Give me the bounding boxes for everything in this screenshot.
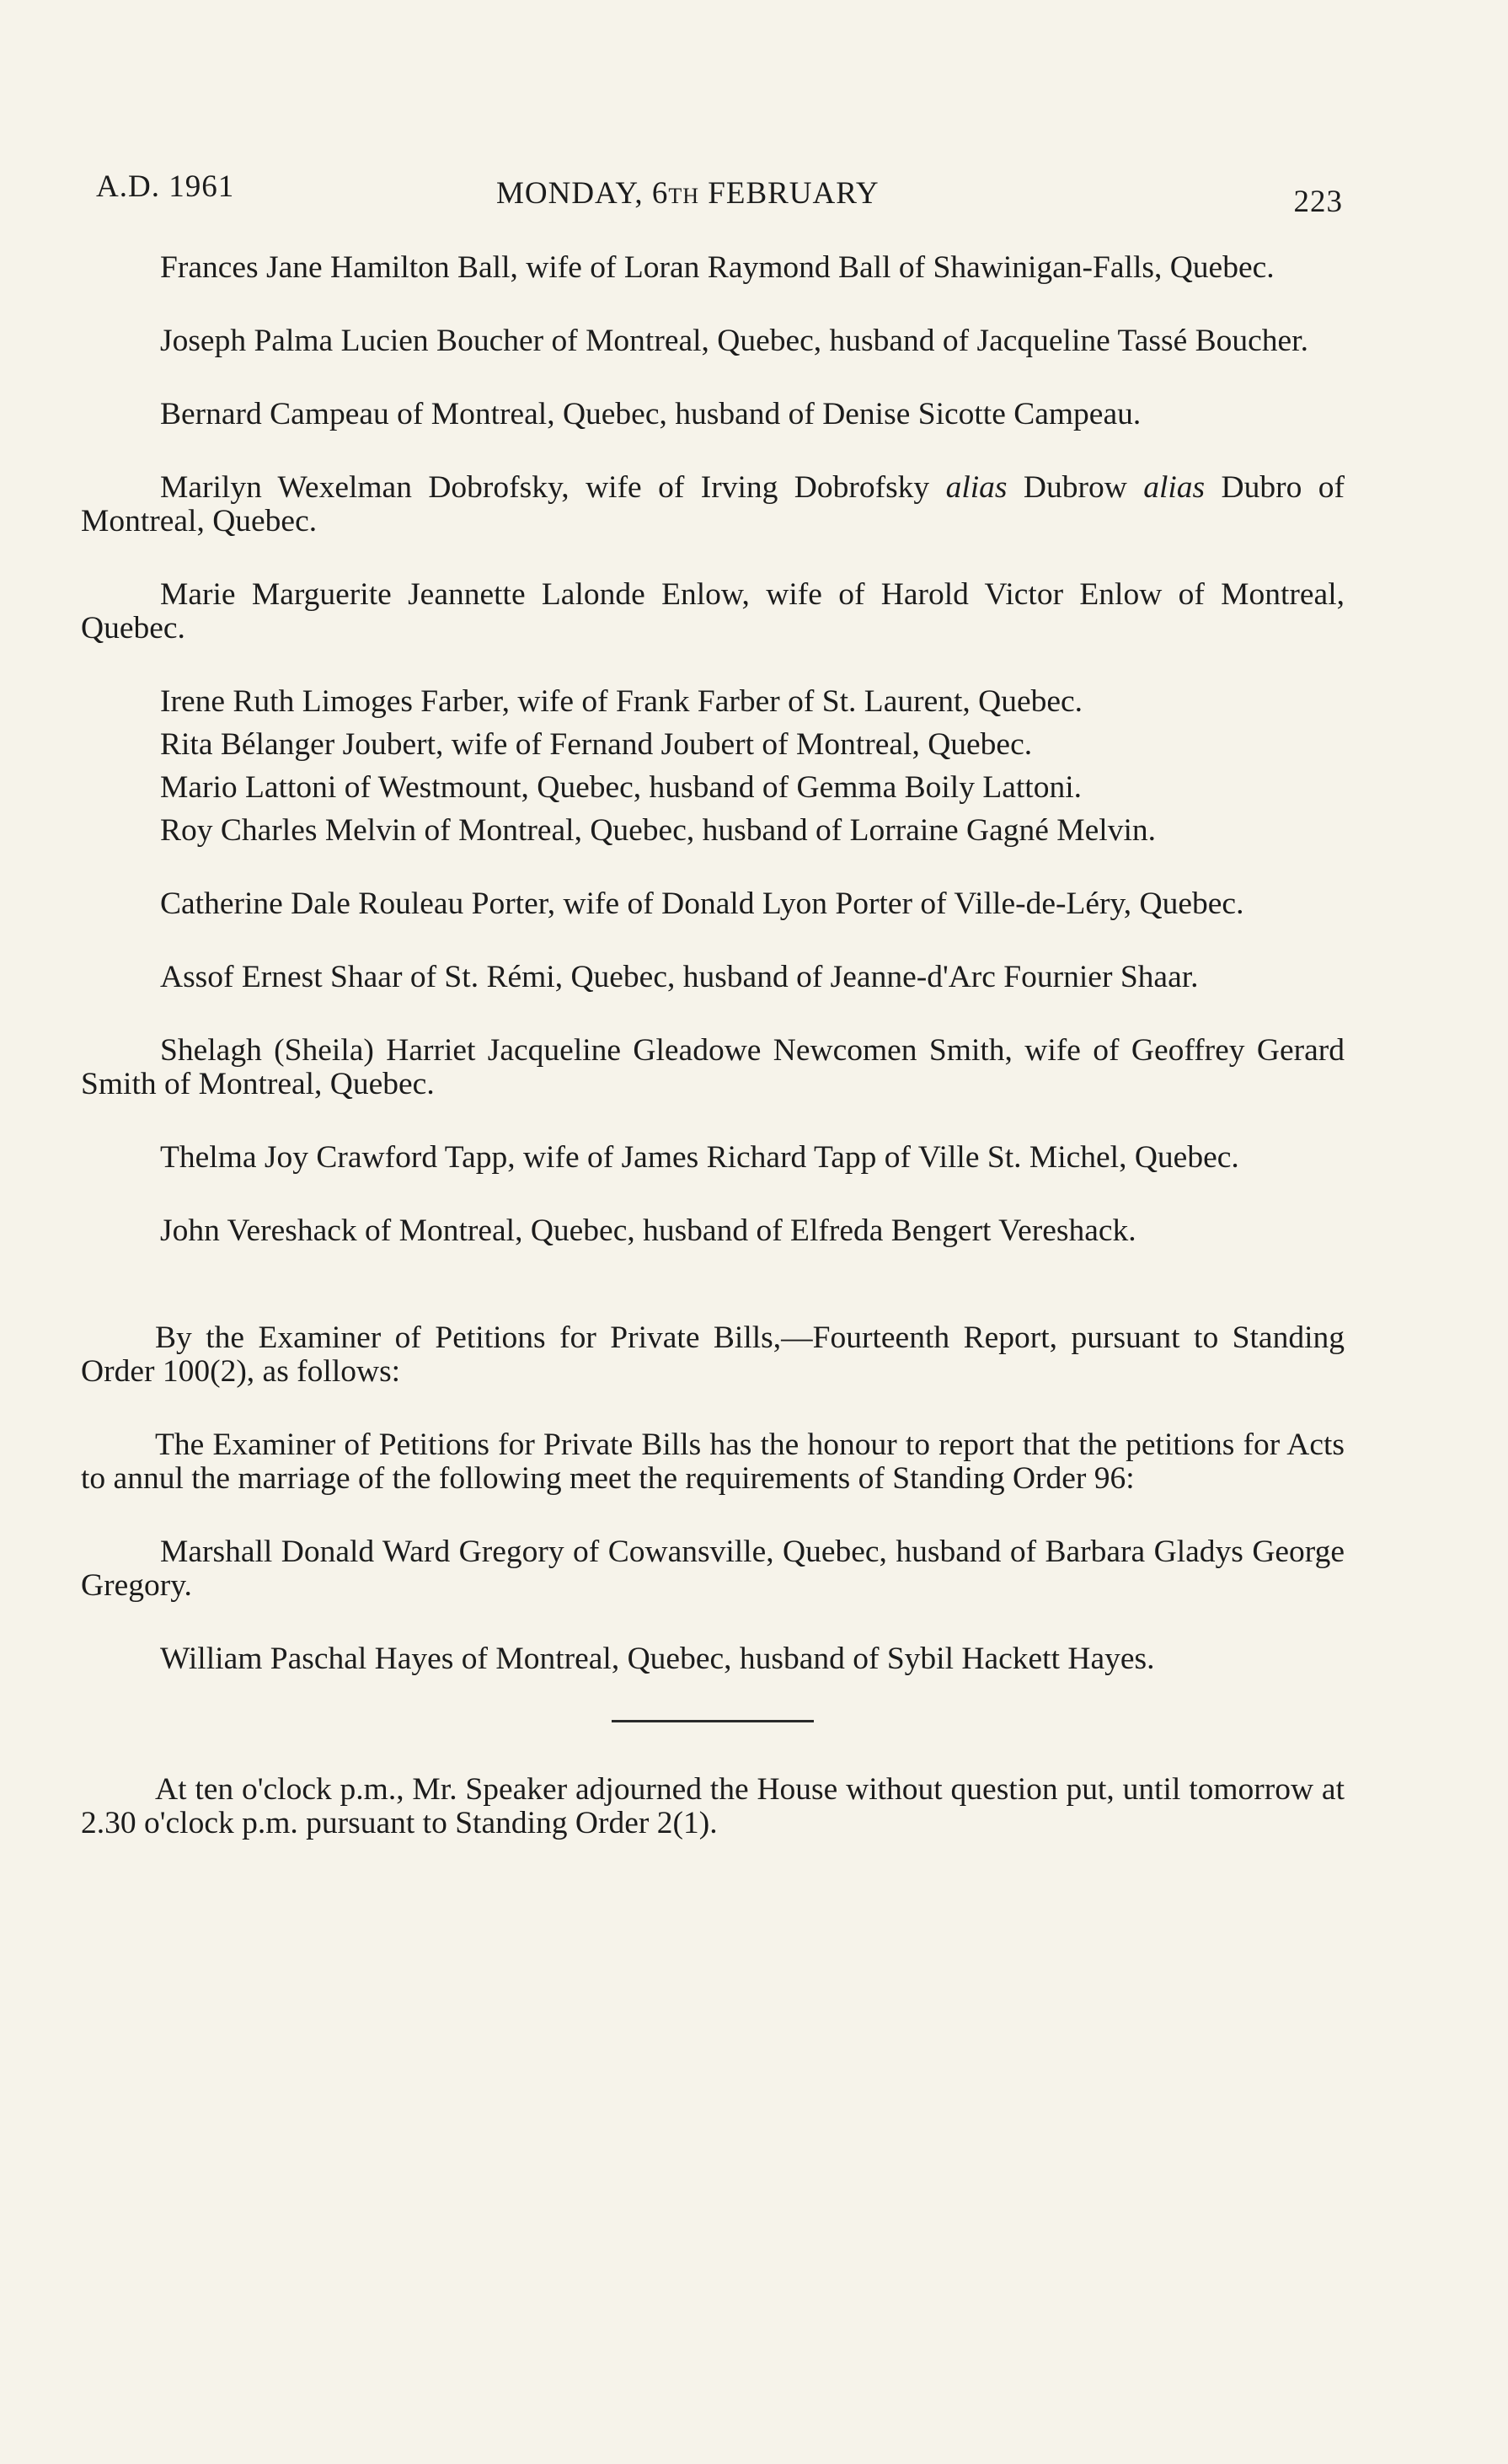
examiner-intro: By the Examiner of Petitions for Private Bills,—Fourteenth Report, pursuant to Standing Order 100(2), as follows: [81, 1320, 1345, 1389]
petition-entry: Joseph Palma Lucien Boucher of Montreal, Quebec, husband of Jacqueline Tassé Boucher. [160, 324, 1308, 358]
page-body [81, 251, 1345, 1880]
petition-entry: Bernard Campeau of Montreal, Quebec, husband of Denise Sicotte Campeau. [160, 397, 1142, 431]
alias-italic: alias [1143, 470, 1206, 505]
entry-text: Marilyn Wexelman Dobrofsky, wife of Irving Dobrofsky [160, 470, 946, 505]
petition-entry: John Vereshack of Montreal, Quebec, husband of Elfreda Bengert Vereshack. [160, 1213, 1136, 1248]
page-header [96, 169, 1343, 219]
petition-entry: Marshall Donald Ward Gregory of Cowansville, Quebec, husband of Barbara Gladys George Gregory. [81, 1535, 1345, 1603]
section-gap [81, 1288, 1345, 1321]
petition-entry: Roy Charles Melvin of Montreal, Quebec, husband of Lorraine Gagné Melvin. [160, 813, 1156, 848]
petition-entry: Catherine Dale Rouleau Porter, wife of Donald Lyon Porter of Ville-de-Léry, Quebec. [160, 887, 1244, 921]
petition-entry [81, 471, 1345, 538]
page-number: 223 [1293, 185, 1343, 219]
petition-entry: Mario Lattoni of Westmount, Quebec, husband of Gemma Boily Lattoni. [160, 770, 1083, 805]
petition-entry: Frances Jane Hamilton Ball, wife of Loran Raymond Ball of Shawinigan-Falls, Quebec. [160, 250, 1275, 285]
examiner-report: The Examiner of Petitions for Private Bills has the honour to report that the petitions for Acts to annul the marriage of the following meet the requirements of Standing Order 96: [81, 1428, 1345, 1496]
header-date-prefix: MONDAY, 6 [496, 176, 669, 211]
entry-text: Dubro of Montreal, Quebec. [81, 470, 1345, 538]
petition-entry: William Paschal Hayes of Montreal, Quebec, husband of Sybil Hackett Hayes. [160, 1642, 1155, 1676]
header-date-month: FEBRUARY [699, 176, 880, 211]
petition-entry: Assof Ernest Shaar of St. Rémi, Quebec, husband of Jeanne-d'Arc Fournier Shaar. [160, 960, 1199, 994]
petition-entry: Marie Marguerite Jeannette Lalonde Enlow, wife of Harold Victor Enlow of Montreal, Quebec. [81, 577, 1345, 645]
section-divider [612, 1720, 814, 1722]
entry-text: Dubrow [1007, 470, 1144, 505]
alias-italic: alias [945, 470, 1008, 505]
header-date [496, 175, 880, 212]
header-date-suffix: th [668, 176, 700, 211]
header-year: A.D. 1961 [96, 169, 235, 204]
adjournment-paragraph: At ten o'clock p.m., Mr. Speaker adjourned the House without question put, until tomorrow at 2.30 o'clock p.m. pursuant to Standing Order 2(1). [81, 1772, 1345, 1840]
petition-entry: Shelagh (Sheila) Harriet Jacqueline Gleadowe Newcomen Smith, wife of Geoffrey Gerard Smith of Montreal, Quebec. [81, 1033, 1345, 1101]
petition-entry: Rita Bélanger Joubert, wife of Fernand Joubert of Montreal, Quebec. [160, 727, 1033, 762]
petition-entry: Irene Ruth Limoges Farber, wife of Frank Farber of St. Laurent, Quebec. [160, 684, 1083, 719]
petition-entry: Thelma Joy Crawford Tapp, wife of James Richard Tapp of Ville St. Michel, Quebec. [160, 1140, 1239, 1175]
